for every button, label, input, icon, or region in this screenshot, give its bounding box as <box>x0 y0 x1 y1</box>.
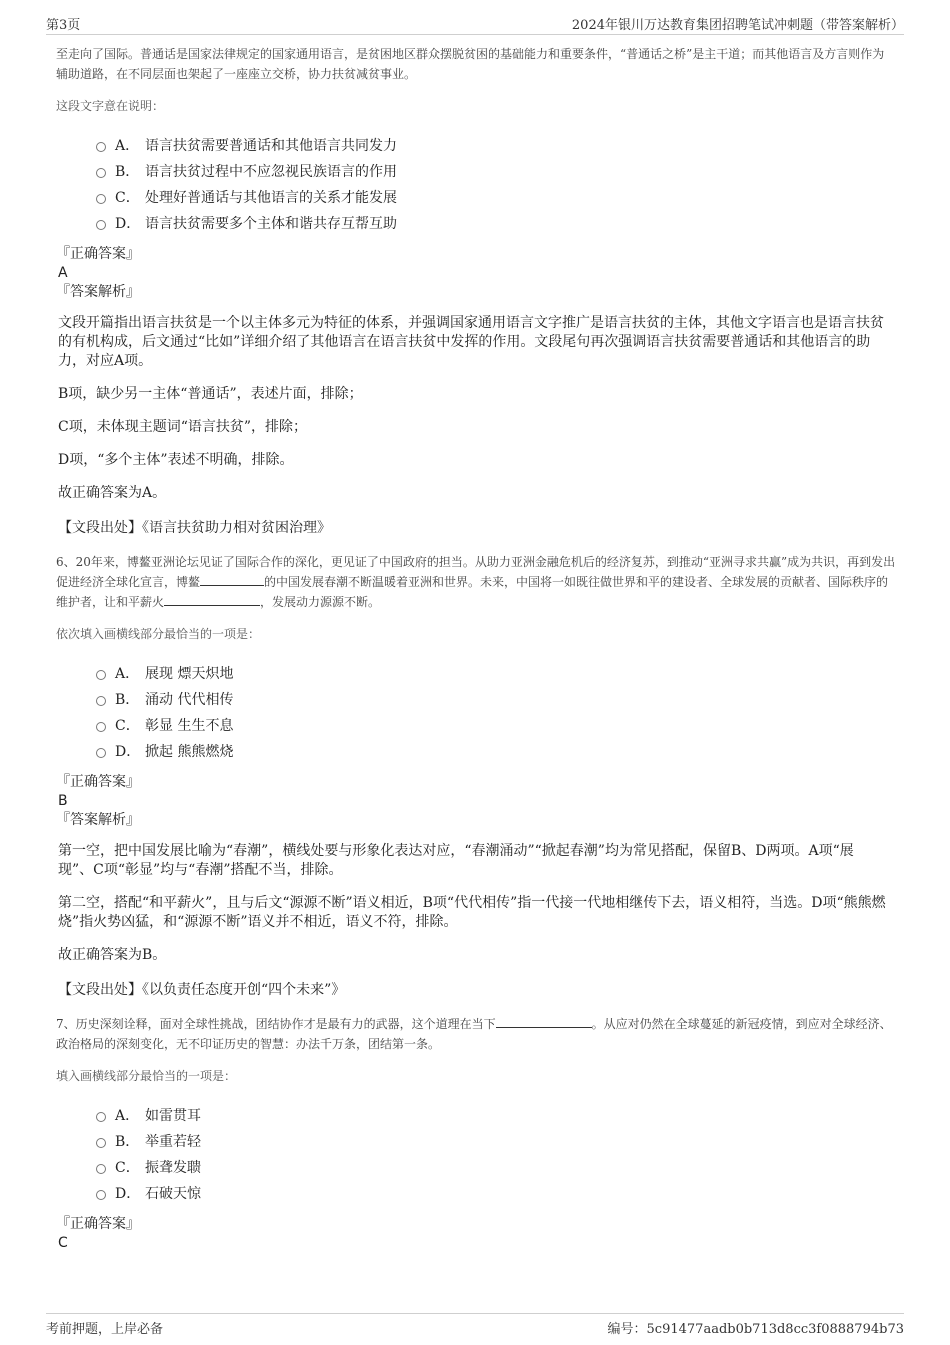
q6-source: 【文段出处】《以负责任态度开创“四个未来”》 <box>58 982 346 998</box>
q6-option-d[interactable]: D． 掀起 熊熊燃烧 <box>96 738 896 764</box>
q6-option-b[interactable]: B． 涌动 代代相传 <box>96 686 896 712</box>
q5-option-d[interactable]: D． 语言扶贫需要多个主体和谐共存互帮互助 <box>96 210 896 236</box>
q6-options <box>96 660 896 764</box>
q7-options <box>96 1102 896 1206</box>
document-title: 2024年银川万达教育集团招聘笔试冲刺题（带答案解析） <box>571 18 904 33</box>
q6-option-c[interactable]: C． 彰显 生生不息 <box>96 712 896 738</box>
q5-explanation-3: C项，未体现主题词“语言扶贫”，排除； <box>58 419 308 435</box>
footer-slogan: 考前押题，上岸必备 <box>46 1322 164 1337</box>
q7-option-d[interactable]: D． 石破天惊 <box>96 1180 896 1206</box>
radio-icon[interactable] <box>96 1112 106 1122</box>
q6-option-a[interactable]: A． 展现 熛天炽地 <box>96 660 896 686</box>
q6-stem: 6、20年来，博鳌亚洲论坛见证了国际合作的深化，更见证了中国政府的担当。从助力亚洲金融危机后的经济复苏，到推动“亚洲寻求共赢”成为共识，再到发出促进经济全球化宣言，博鳌 的中国发展春潮不断温暖着亚洲和世界。未来，中国将一如既往做世界和平的建设者、全球发展的贡献者、国际秩序的维护者，让和平薪火 ，发展动力源源不断。 <box>56 555 896 609</box>
q7-stem: 7、历史深刻诠释，面对全球性挑战，团结协作才是最有力的武器，这个道理在当下 。从应对仍然在全球蔓延的新冠疫情，到应对全球经济、政治格局的深刻变化，无不印证历史的智慧：办法千万条，团结第一条。 <box>56 1017 892 1051</box>
radio-icon[interactable] <box>96 748 106 758</box>
q6-explanation-2: 第二空，搭配“和平薪火”，且与后文“源源不断”语义相近，B项“代代相传”指一代接一代地相继传下去，语义相符，当选。D项“熊熊燃烧”指火势凶猛，和“源源不断”语义并不相近，语义不符，排除。 <box>58 895 886 930</box>
q5-answer-label: 『正确答案』 <box>56 246 140 262</box>
q7-prompt: 填入画横线部分最恰当的一项是： <box>56 1069 237 1083</box>
radio-icon[interactable] <box>96 1190 106 1200</box>
page-header <box>46 12 904 35</box>
radio-icon[interactable] <box>96 168 106 178</box>
q7-answer: C <box>58 1235 68 1251</box>
q5-conclusion: 故正确答案为A。 <box>58 485 167 501</box>
q5-option-b[interactable]: B． 语言扶贫过程中不应忽视民族语言的作用 <box>96 158 896 184</box>
q6-explanation-1: 第一空，把中国发展比喻为“春潮”，横线处要与形象化表达对应，“春潮涌动”“掀起春潮”均为常见搭配，保留B、D两项。A项“展现”、C项“彰显”均与“春潮”搭配不当，排除。 <box>58 843 854 878</box>
q5-prompt: 这段文字意在说明： <box>56 99 165 113</box>
q5-option-a[interactable]: A． 语言扶贫需要普通话和其他语言共同发力 <box>96 132 896 158</box>
blank-line <box>200 573 264 586</box>
radio-icon[interactable] <box>96 1138 106 1148</box>
q6-prompt: 依次填入画横线部分最恰当的一项是： <box>56 627 261 641</box>
document-code: 编号：5c91477aadb0b713d8cc3f0888794b73 <box>607 1322 904 1337</box>
q6-analysis-label: 『答案解析』 <box>56 812 140 828</box>
q5-analysis-label: 『答案解析』 <box>56 284 140 300</box>
q7-option-a[interactable]: A． 如雷贯耳 <box>96 1102 896 1128</box>
radio-icon[interactable] <box>96 670 106 680</box>
radio-icon[interactable] <box>96 220 106 230</box>
radio-icon[interactable] <box>96 722 106 732</box>
q5-passage: 至走向了国际。普通话是国家法律规定的国家通用语言，是贫困地区群众摆脱贫困的基础能力和重要条件，“普通话之桥”是主干道；而其他语言及方言则作为辅助道路，在不同层面也架起了一座座立交桥，协力扶贫减贫事业。 <box>56 47 885 81</box>
q6-answer-label: 『正确答案』 <box>56 774 140 790</box>
q5-option-c[interactable]: C． 处理好普通话与其他语言的关系才能发展 <box>96 184 896 210</box>
radio-icon[interactable] <box>96 1164 106 1174</box>
q5-options <box>96 132 896 236</box>
radio-icon[interactable] <box>96 696 106 706</box>
blank-line <box>164 593 260 606</box>
q5-explanation-1: 文段开篇指出语言扶贫是一个以主体多元为特征的体系，并强调国家通用语言文字推广是语言扶贫的主体，其他文字语言也是语言扶贫的有机构成，后文通过“比如”详细介绍了其他语言在语言扶贫中发挥的作用。文段尾句再次强调语言扶贫需要普通话和其他语言的助力，对应A项。 <box>58 315 884 369</box>
q6-conclusion: 故正确答案为B。 <box>58 947 167 963</box>
page-content <box>56 44 896 1252</box>
q6-answer: B <box>58 793 68 809</box>
radio-icon[interactable] <box>96 142 106 152</box>
q5-explanation-2: B项，缺少另一主体“普通话”，表述片面，排除； <box>58 386 363 402</box>
q7-option-c[interactable]: C． 振聋发聩 <box>96 1154 896 1180</box>
radio-icon[interactable] <box>96 194 106 204</box>
q5-source: 【文段出处】《语言扶贫助力相对贫困治理》 <box>58 520 331 536</box>
q7-answer-label: 『正确答案』 <box>56 1216 140 1232</box>
page-footer <box>46 1313 904 1336</box>
q5-explanation-4: D项，“多个主体”表述不明确，排除。 <box>58 452 294 468</box>
page-number: 第3页 <box>46 18 81 33</box>
blank-line <box>496 1015 592 1028</box>
q5-answer: A <box>58 265 68 281</box>
q7-option-b[interactable]: B． 举重若轻 <box>96 1128 896 1154</box>
